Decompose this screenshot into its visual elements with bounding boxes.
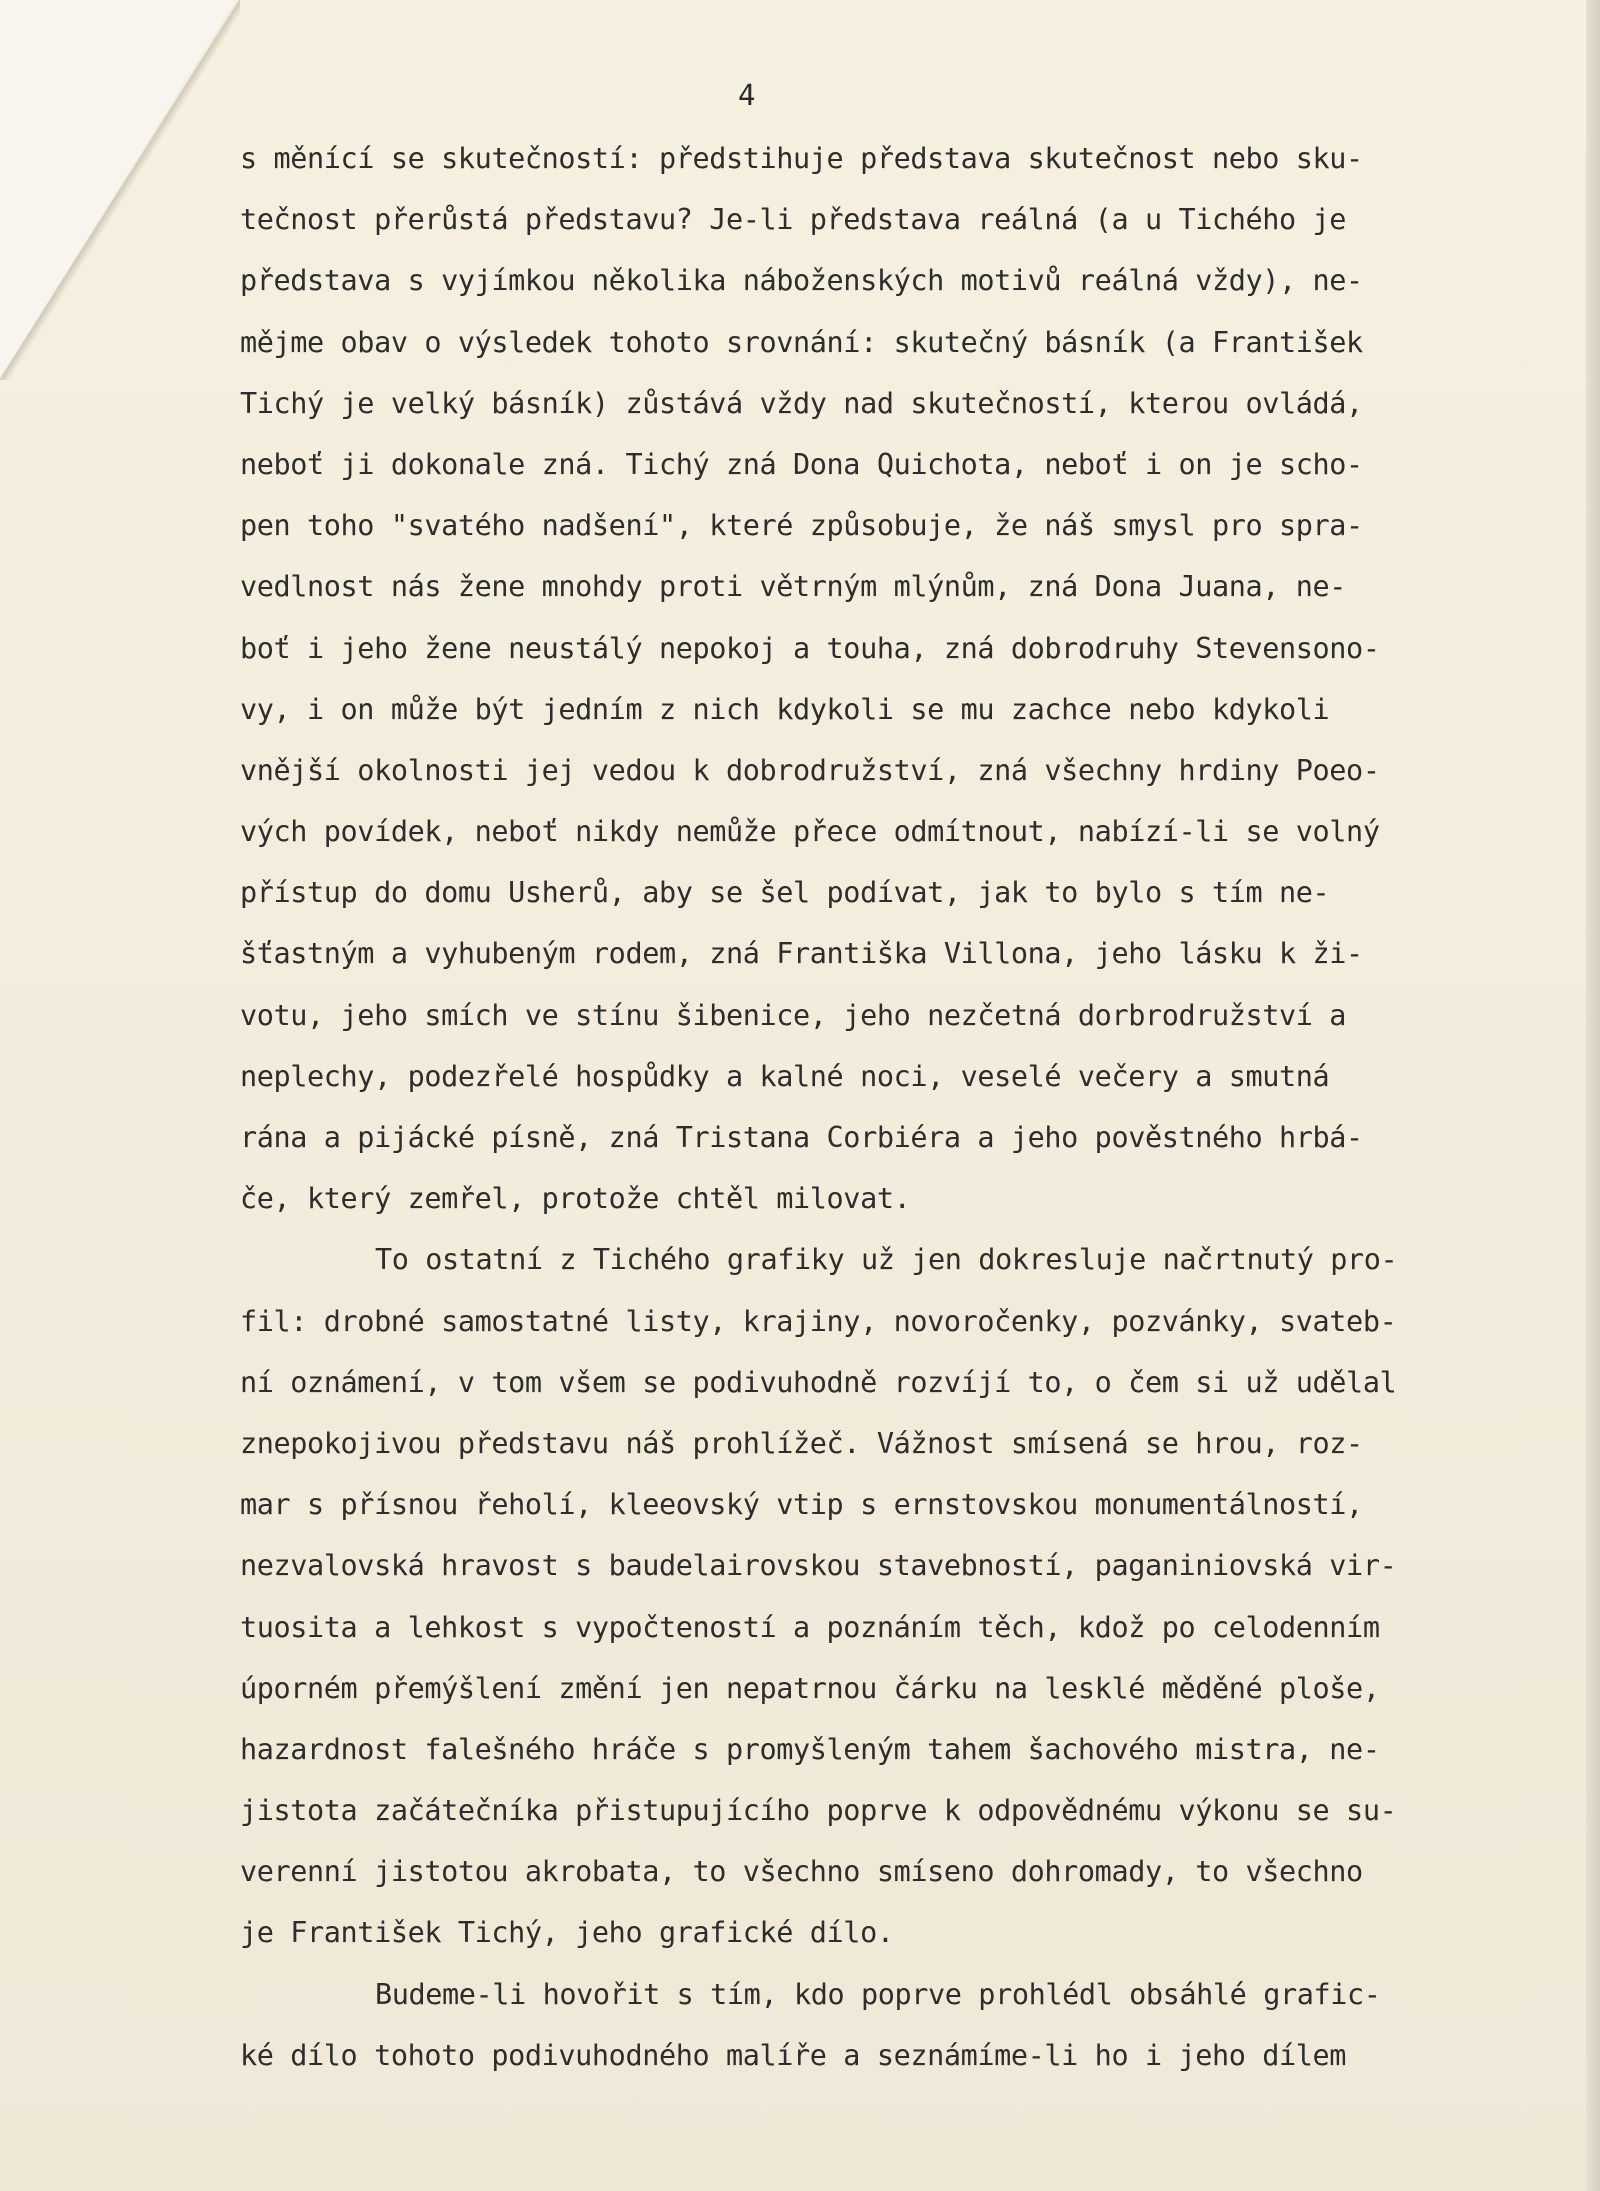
text-line: verenní jistotou akrobata, to všechno smíseno dohromady, to všechno [240, 1855, 1363, 1889]
text-line: ké dílo tohoto podivuhodného malíře a seznámíme-li ho i jeho dílem [240, 2038, 1347, 2072]
paragraph-start-line: Budeme-li hovořit s tím, kdo poprve prohlédl obsáhlé grafic- [375, 1977, 1381, 2011]
text-body [240, 128, 1560, 2086]
text-line: če, který zemřel, protože chtěl milovat. [240, 1182, 911, 1216]
text-line: vých povídek, neboť nikdy nemůže přece odmítnout, nabízí-li se volný [240, 815, 1380, 849]
text-line: přístup do domu Usherů, aby se šel podívat, jak to bylo s tím ne- [240, 876, 1330, 910]
text-line: představa s vyjímkou několika náboženských motivů reálná vždy), ne- [240, 264, 1363, 298]
paragraph-start-line: To ostatní z Tichého grafiky už jen dokresluje načrtnutý pro- [375, 1243, 1398, 1277]
text-line: Tichý je velký básník) zůstává vždy nad skutečností, kterou ovládá, [240, 386, 1363, 420]
page-number: 4 [738, 78, 756, 112]
text-line: znepokojivou představu náš prohlížeč. Vážnost smísená se hrou, roz- [240, 1426, 1363, 1460]
text-line: mar s přísnou řeholí, kleeovský vtip s ernstovskou monumentálností, [240, 1488, 1363, 1522]
text-line: s měnící se skutečností: předstihuje představa skutečnost nebo sku- [240, 142, 1363, 175]
text-line: tečnost přerůstá představu? Je-li představa reálná (a u Tichého je [240, 203, 1347, 237]
folded-corner [0, 0, 235, 380]
text-line: šťastným a vyhubeným rodem, zná Františka Villona, jeho lásku k ži- [240, 937, 1363, 971]
text-line: vy, i on může být jedním z nich kdykoli se mu zachce nebo kdykoli [240, 692, 1330, 726]
text-line: votu, jeho smích ve stínu šibenice, jeho nezčetná dorbrodružství a [240, 998, 1347, 1032]
text-line: nezvalovská hravost s baudelairovskou stavebností, paganiniovská vir- [240, 1549, 1397, 1583]
text-line: neplechy, podezřelé hospůdky a kalné noci, veselé večery a smutná [240, 1059, 1330, 1093]
text-line: tuosita a lehkost s vypočteností a poznáním těch, kdož po celodenním [240, 1610, 1380, 1644]
text-line: mějme obav o výsledek tohoto srovnání: skutečný básník (a František [240, 325, 1363, 359]
text-line: hazardnost falešného hráče s promyšleným tahem šachového mistra, ne- [240, 1732, 1380, 1766]
text-line: jistota začátečníka přistupujícího poprve k odpovědnému výkonu se su- [240, 1794, 1397, 1828]
text-line: je František Tichý, jeho grafické dílo. [240, 1916, 894, 1950]
text-line: vedlnost nás žene mnohdy proti větrným mlýnům, zná Dona Juana, ne- [240, 570, 1347, 604]
page-edge [1586, 0, 1600, 2191]
text-line: rána a pijácké písně, zná Tristana Corbiéra a jeho pověstného hrbá- [240, 1121, 1363, 1154]
text-line: úporném přemýšlení změní jen nepatrnou čárku na lesklé měděné ploše, [240, 1671, 1380, 1705]
text-line: vnější okolnosti jej vedou k dobrodružství, zná všechny hrdiny Poeo- [240, 753, 1380, 787]
text-line: boť i jeho žene neustálý nepokoj a touha, zná dobrodruhy Stevensono- [240, 631, 1380, 665]
text-line: pen toho "svatého nadšení", které způsobuje, že náš smysl pro spra- [240, 509, 1363, 543]
text-line: fil: drobné samostatné listy, krajiny, novoročenky, pozvánky, svateb- [240, 1304, 1397, 1338]
text-line: ní oznámení, v tom všem se podivuhodně rozvíjí to, o čem si už udělal [240, 1365, 1397, 1399]
text-line: neboť ji dokonale zná. Tichý zná Dona Quichota, neboť i on je scho- [240, 447, 1363, 481]
